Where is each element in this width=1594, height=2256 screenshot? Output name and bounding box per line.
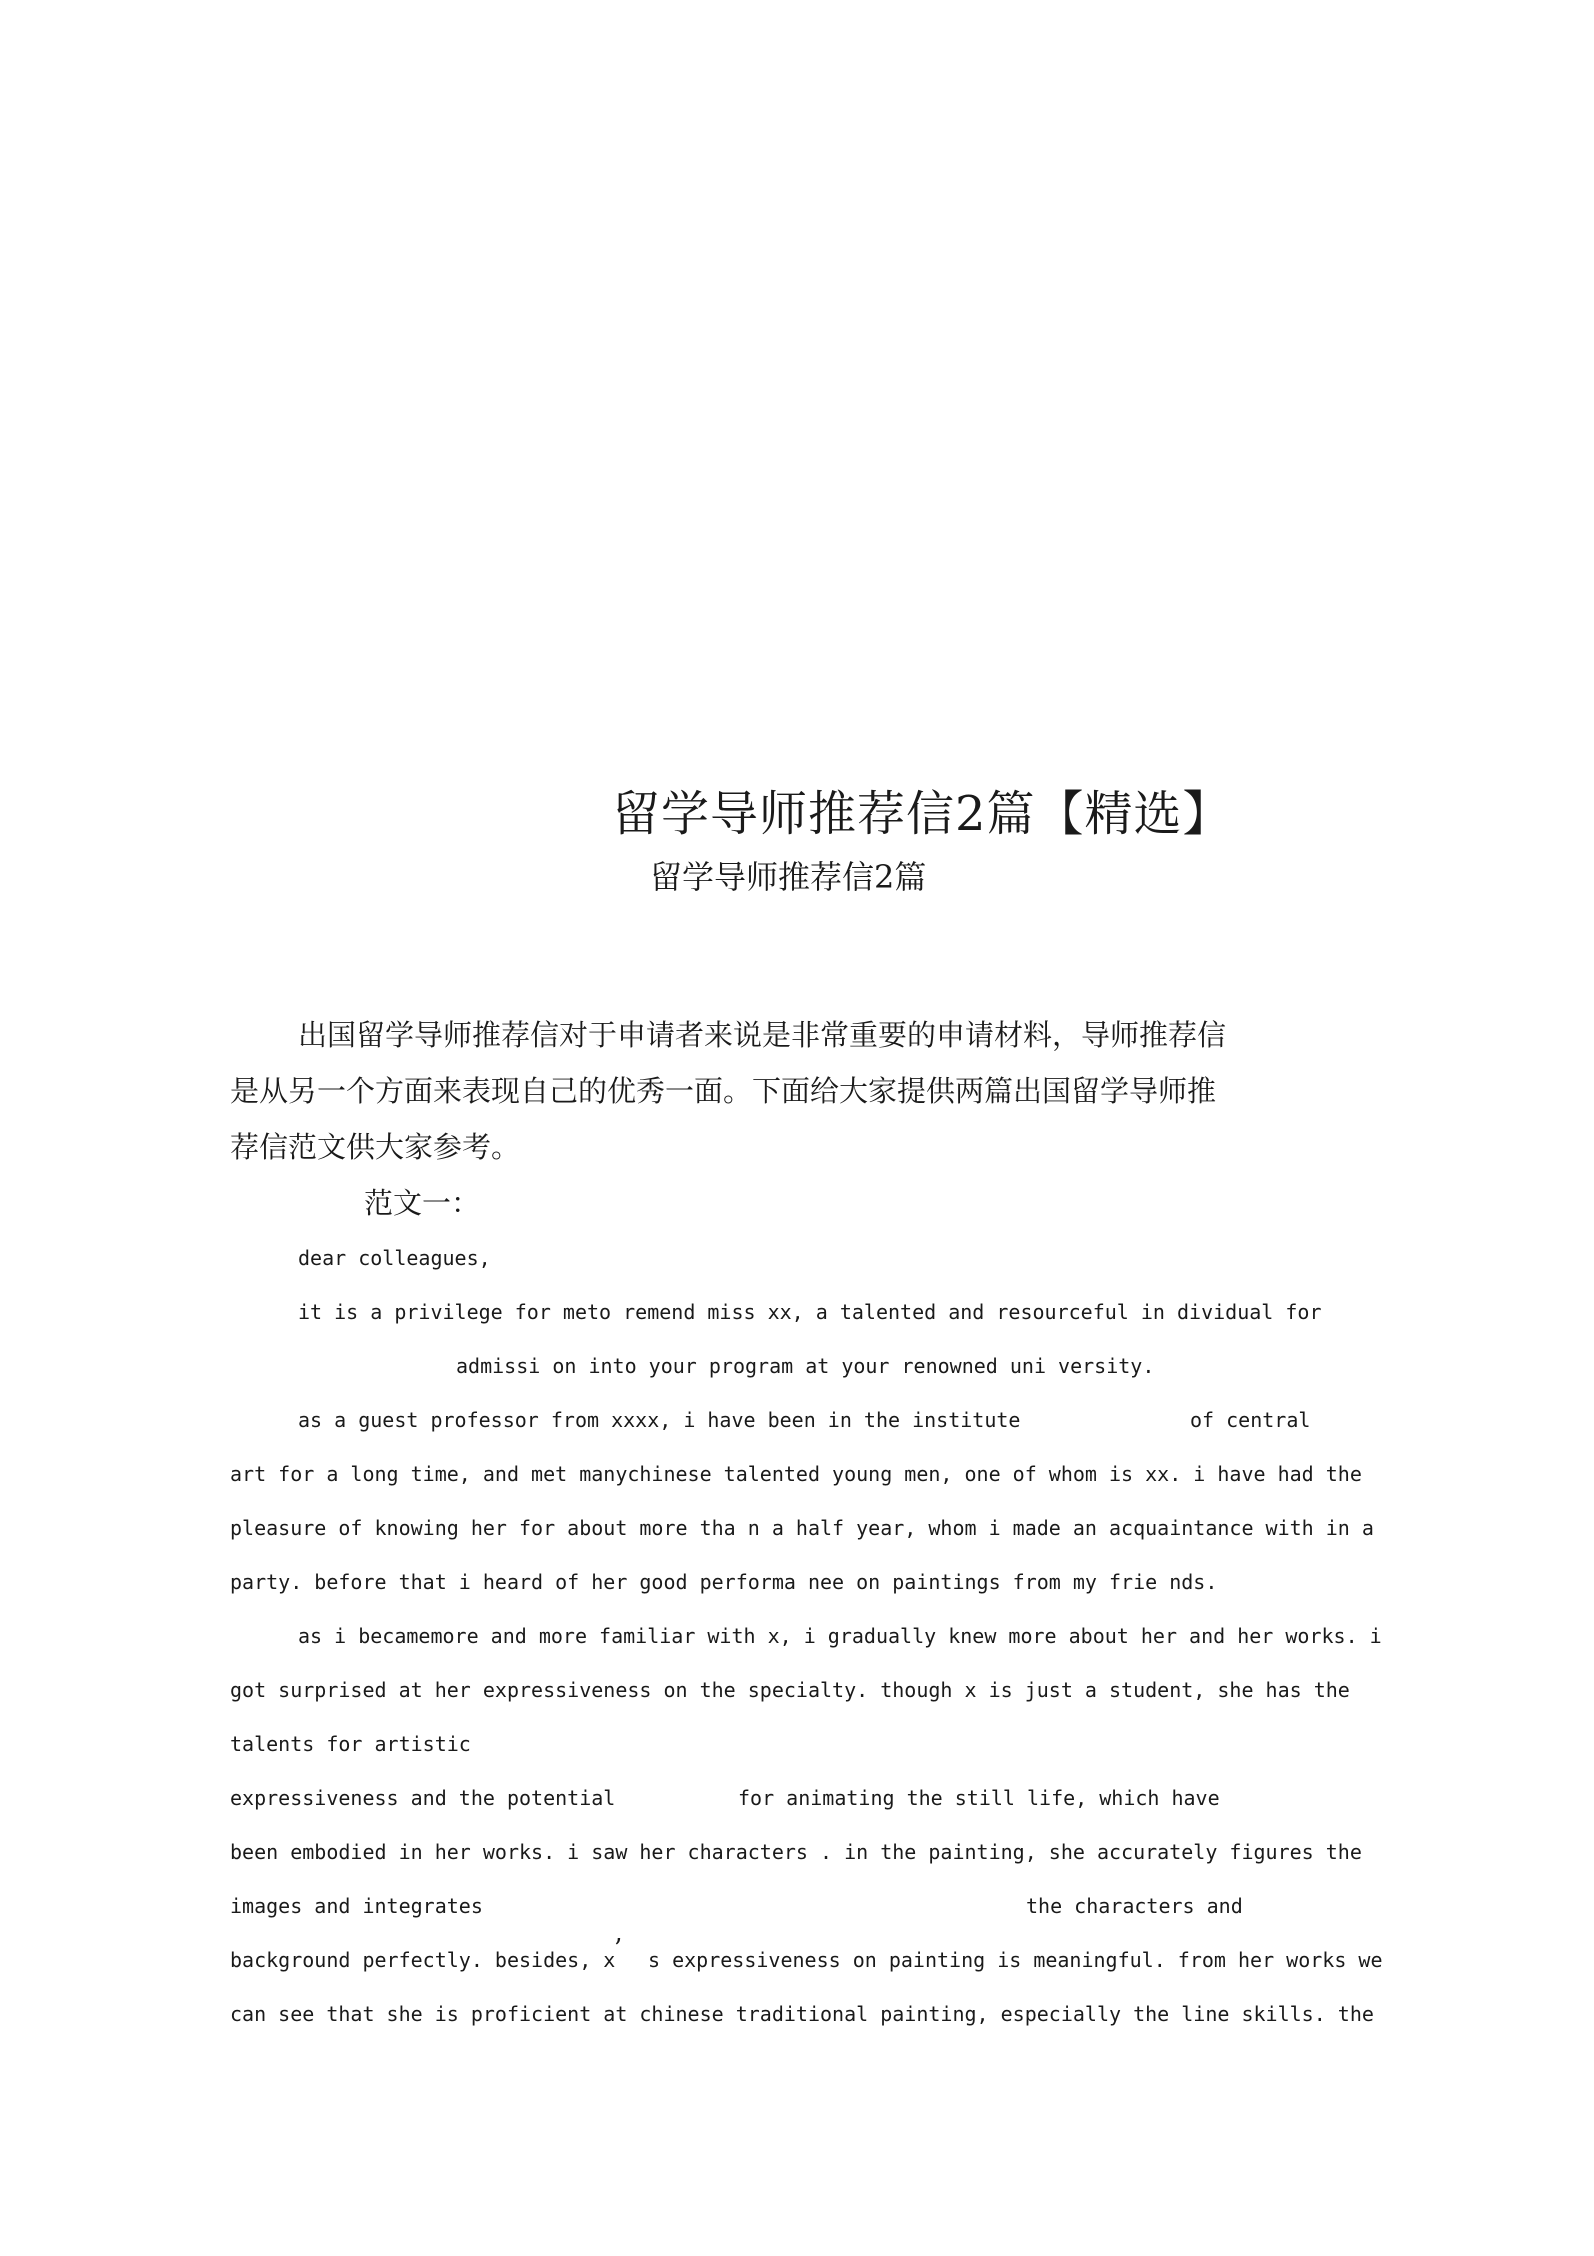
- intro-line-2: 是从另一个方面来表现自己的优秀一面。下面给大家提供两篇出国留学导师推: [230, 1074, 1217, 1108]
- document-title: 留学导师推荐信2篇【精选】: [612, 786, 1232, 842]
- letter-line: as i becamemore and more familiar with x, i gradually knew more about her and her works. i: [298, 1624, 1382, 1648]
- letter-line-fragment: of central: [1190, 1408, 1311, 1432]
- letter-line: expressiveness and the potential: [230, 1786, 616, 1810]
- sample-label: 范文一：: [364, 1186, 481, 1220]
- letter-line: as a guest professor from xxxx, i have been in the institute: [298, 1408, 1021, 1432]
- letter-line: been embodied in her works. i saw her characters . in the painting, she accurately figures the: [230, 1840, 1362, 1864]
- letter-line-fragment: the characters and: [1026, 1894, 1243, 1918]
- letter-line-fragment: for animating the still life, which have: [738, 1786, 1220, 1810]
- intro-line-1: 出国留学导师推荐信对于申请者来说是非常重要的申请材料，导师推荐信: [298, 1018, 1227, 1052]
- letter-line: talents for artistic: [230, 1732, 471, 1756]
- letter-line: art for a long time, and met manychinese talented young men, one of whom is xx. i have had the: [230, 1462, 1362, 1486]
- letter-line: can see that she is proficient at chinese traditional painting, especially the line skills. the: [230, 2002, 1374, 2026]
- intro-line-3: 荐信范文供大家参考。: [230, 1130, 521, 1164]
- letter-line: party. before that i heard of her good performa nee on paintings from my frie nds.: [230, 1570, 1218, 1594]
- letter-line: got surprised at her expressiveness on the specialty. though x is just a student, she has the: [230, 1678, 1350, 1702]
- letter-line: images and integrates: [230, 1894, 483, 1918]
- letter-line: admissi on into your program at your renowned uni versity.: [456, 1354, 1155, 1378]
- document-subtitle: 留学导师推荐信2篇: [650, 858, 927, 896]
- letter-salutation: dear colleagues,: [298, 1246, 491, 1270]
- apostrophe-mark: ’: [614, 1934, 623, 1964]
- letter-line: background perfectly. besides, x: [230, 1948, 616, 1972]
- letter-line-fragment: s expressiveness on painting is meaningful. from her works we: [648, 1948, 1383, 1972]
- letter-line: pleasure of knowing her for about more tha n a half year, whom i made an acquaintance with in a: [230, 1516, 1374, 1540]
- letter-line: it is a privilege for meto remend miss xx, a talented and resourceful in dividual for: [298, 1300, 1322, 1324]
